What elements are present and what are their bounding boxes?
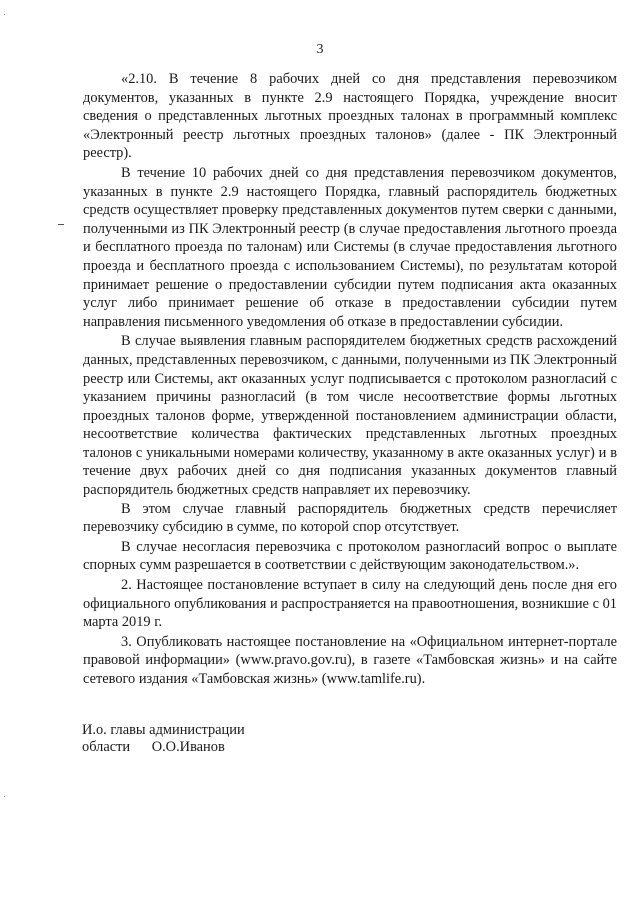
paragraph-2-10: «2.10. В течение 8 рабочих дней со дня представления перевозчиком документов, указанных в пункте 2.9 настоящего Порядка, учреждение вносит сведения о представленных льготных проездных талонах в программный комплекс «Электронный реестр льготных проездных талонов» (далее - ПК Электронный реестр). — [83, 71, 617, 162]
page-number: 3 — [316, 42, 324, 57]
paragraph-disagreement: В случае несогласия перевозчика с протоколом разногласий вопрос о выплате спорных сумм разрешается в соответствии с действующим законодательством.». — [83, 538, 617, 574]
scan-dot — [4, 796, 5, 797]
paragraph-discrepancies: В случае выявления главным распорядителем бюджетных средств расхождений данных, представленных перевозчиком, с данными, полученными из ПК Электронный реестр или Системы, акт оказанных услуг подписывается с протоколом разногласий с указанием причины разногласий (в том числе несоответствие формы льготных проездных талонов форме, утвержденной постановлением администрации области, несоответствие количества фактических представленных льготных проездных талонов с уникальными номерами количеству, указанному в акте оказанных услуг) и в течение двух рабочих дней со дня подписания указанных документов главный распорядитель бюджетных средств направляет их перевозчику. — [83, 333, 617, 499]
signature-block — [82, 722, 245, 756]
paragraph-undisputed-subsidy: В этом случае главный распорядитель бюджетных средств перечисляет перевозчику субсидию в сумме, по которой спор отсутствует. — [83, 500, 617, 536]
paragraph-verification: В течение 10 рабочих дней со дня представления перевозчиком документов, указанных в пункте 2.9 настоящего Порядка, главный распорядитель бюджетных средств осуществляет проверку представленных документов путем сверки с данными, полученными из ПК Электронный реестр (в случае предоставления льготного проезда и бесплатного проезда по талонам) или Системы (в случае предоставления льготного проезда и бесплатного проезда с использованием Системы), по результатам которой принимает решение о предоставлении субсидии путем подписания акта оказанных услуг либо принимает решение об отказе в предоставлении субсидии путем направления письменного уведомления об отказе в предоставлении субсидии. — [83, 164, 617, 330]
paragraph-effective-date: 2. Настоящее постановление вступает в силу на следующий день после дня его официального опубликования и распространяется на правоотношения, возникшие с 01 марта 2019 г. — [83, 577, 617, 631]
paragraph-publication: 3. Опубликовать настоящее постановление на «Официальном интернет-портале правовой информации» (www.pravo.gov.ru), в газете «Тамбовская жизнь» и на сайте сетевого издания «Тамбовская жизнь» (www.tamlife.ru). — [83, 633, 617, 687]
signature-title: И.о. главы администрации — [82, 722, 245, 738]
document-body — [83, 70, 617, 689]
signature-name: области О.О.Иванов — [82, 739, 225, 755]
margin-mark — [58, 224, 64, 225]
scan-dot — [4, 14, 5, 15]
